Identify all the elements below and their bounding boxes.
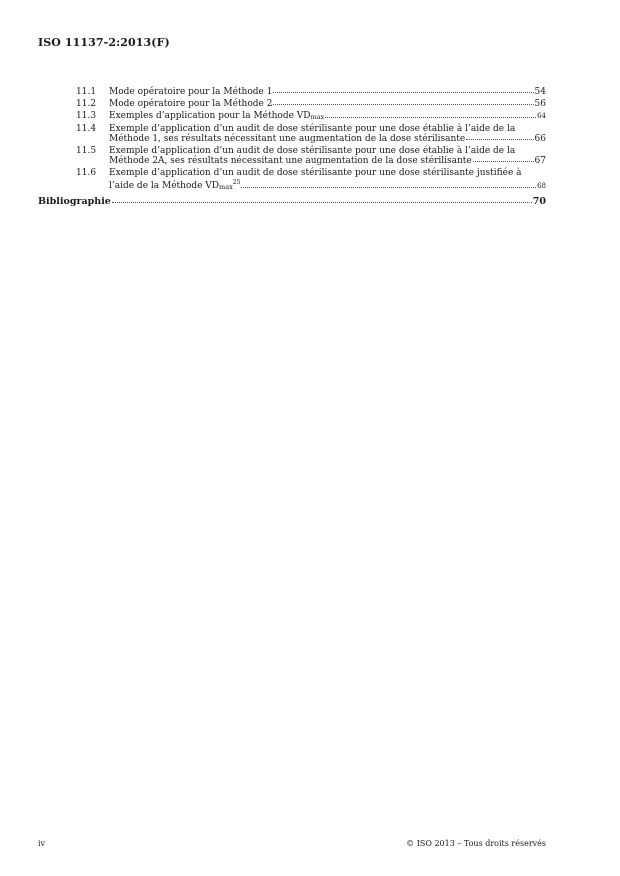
toc-entry-number: 11.3	[76, 111, 97, 121]
toc-entry-title-line: Exemple d’application d’un audit de dose stérilisante pour une dose établie à l’aide de la	[109, 124, 516, 134]
toc-entry-title-line: Exemple d’application d’un audit de dose stérilisante pour une dose stérilisante justifiée à	[109, 168, 522, 178]
toc-entry-number: 11.4	[76, 124, 97, 134]
toc-entry-11-5[interactable]	[38, 146, 546, 166]
toc-entry-title-line: Méthode 1, ses résultats nécessitant une augmentation de la dose stérilisante	[109, 134, 466, 144]
toc-entry-11-4[interactable]	[38, 124, 546, 144]
toc-entry-11-6[interactable]	[38, 168, 546, 192]
toc-entry-number: 11.1	[76, 87, 97, 97]
footer-copyright: © ISO 2013 – Tous droits réservés	[406, 839, 546, 848]
leader-dots	[466, 139, 533, 140]
toc-entry-title: Mode opératoire pour la Méthode 2	[109, 99, 273, 109]
toc-entry-number: 11.5	[76, 146, 97, 156]
toc-entry-page: 54	[534, 87, 546, 97]
leader-dots	[273, 104, 533, 105]
toc-entry-title: Mode opératoire pour la Méthode 1	[109, 87, 273, 97]
toc-entry-page: 66	[534, 134, 546, 144]
toc-entry-page: 64	[537, 112, 546, 120]
toc-entry-number: 11.6	[76, 168, 97, 178]
leader-dots	[112, 202, 532, 203]
toc-entry-number: 11.2	[76, 99, 97, 109]
leader-dots	[273, 92, 533, 93]
toc-entry-bibliographie[interactable]	[38, 196, 546, 207]
leader-dots	[325, 117, 536, 118]
leader-dots	[473, 161, 534, 162]
table-of-contents	[38, 87, 546, 209]
toc-entry-title: Bibliographie	[38, 196, 111, 207]
leader-dots	[241, 187, 536, 188]
toc-entry-11-3[interactable]	[38, 111, 546, 122]
toc-entry-page: 67	[534, 156, 546, 166]
toc-entry-11-1[interactable]	[38, 87, 546, 97]
toc-entry-title-line: l’aide de la Méthode VDmax$^{25}$	[109, 179, 241, 191]
toc-entry-title-line: Exemple d’application d’un audit de dose stérilisante pour une dose établie à l’aide de la	[109, 146, 516, 156]
toc-entry-title-line: Méthode 2A, ses résultats nécessitant une augmentation de la dose stérilisante	[109, 156, 472, 166]
document-header: ISO 11137-2:2013(F)	[38, 36, 170, 49]
footer-page-number: iv	[38, 839, 46, 848]
toc-entry-page: 70	[532, 196, 546, 207]
toc-entry-page: 68	[537, 182, 546, 190]
toc-entry-title: Exemples d’application pour la Méthode VDmax	[109, 111, 325, 121]
toc-entry-11-2[interactable]	[38, 99, 546, 109]
toc-entry-page: 56	[534, 99, 546, 109]
